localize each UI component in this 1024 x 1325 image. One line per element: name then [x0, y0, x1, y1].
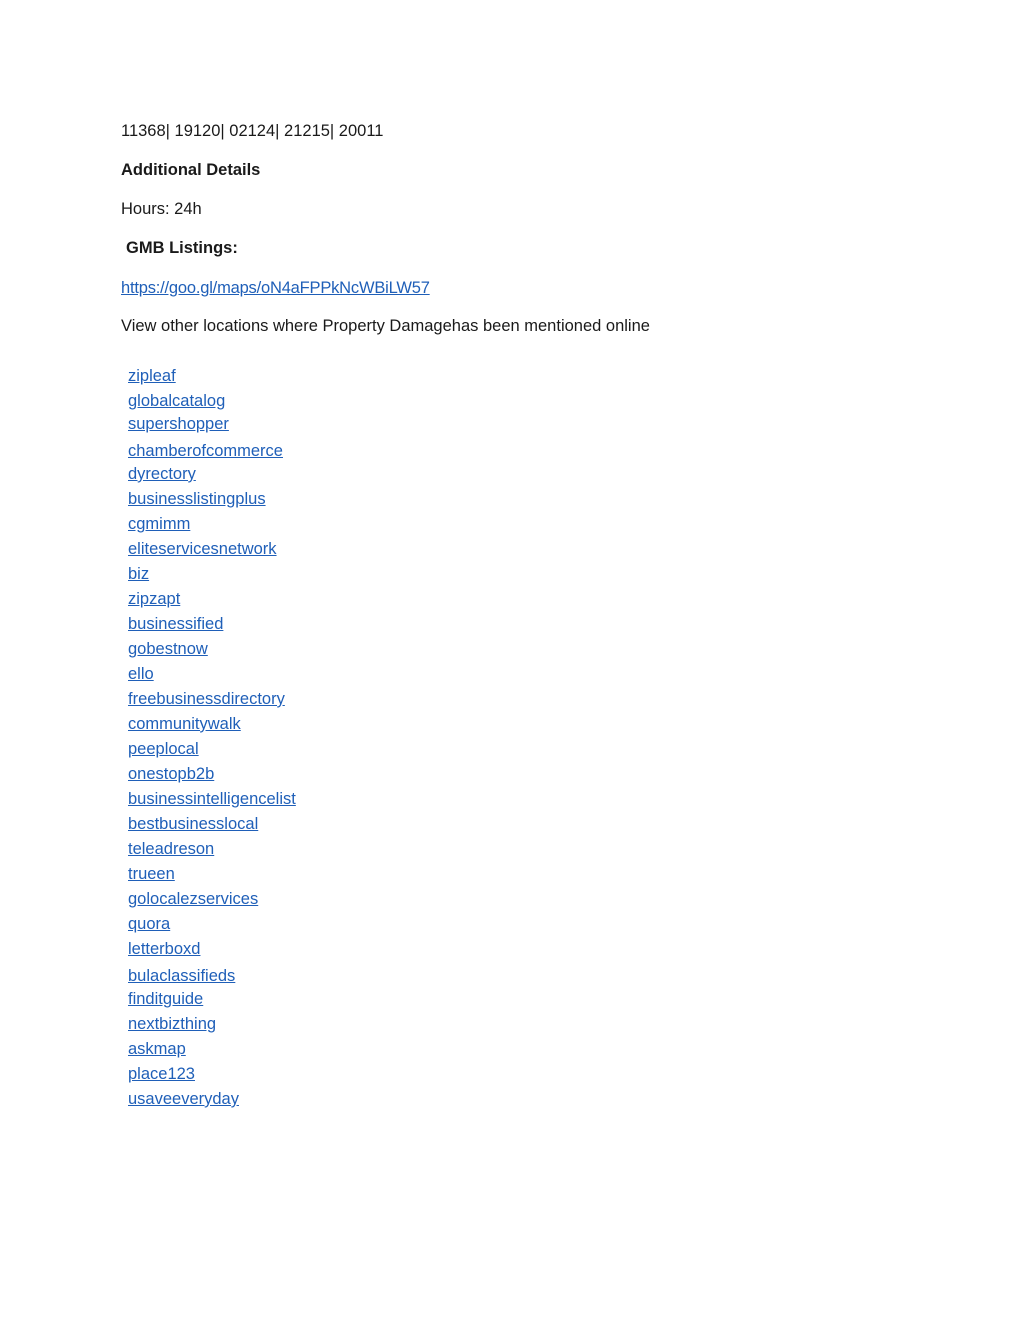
list-item: [128, 1064, 296, 1089]
location-link[interactable]: ello: [128, 665, 154, 683]
list-item: [128, 889, 296, 914]
list-item: [128, 514, 296, 539]
location-link[interactable]: askmap: [128, 1040, 186, 1058]
list-item: [128, 539, 296, 564]
location-link[interactable]: golocalezservices: [128, 890, 259, 908]
location-link[interactable]: communitywalk: [128, 715, 241, 733]
location-link[interactable]: businesslistingplus: [128, 490, 266, 508]
location-link[interactable]: eliteservicesnetwork: [128, 540, 277, 558]
list-item: [128, 391, 296, 414]
location-link[interactable]: globalcatalog: [128, 392, 226, 410]
list-item: [128, 464, 296, 489]
location-link[interactable]: letterboxd: [128, 940, 201, 958]
list-item: [128, 639, 296, 664]
location-link[interactable]: place123: [128, 1065, 195, 1083]
additional-details-heading: Additional Details: [121, 161, 261, 179]
location-link[interactable]: zipzapt: [128, 590, 181, 608]
list-item: [128, 939, 296, 966]
list-item: [128, 714, 296, 739]
gmb-listings-heading: GMB Listings:: [126, 239, 238, 257]
list-item: [128, 966, 296, 989]
location-link[interactable]: bulaclassifieds: [128, 967, 236, 985]
location-link[interactable]: biz: [128, 565, 150, 583]
list-item: [128, 414, 296, 441]
list-item: [128, 589, 296, 614]
list-item: [128, 689, 296, 714]
list-item: [128, 764, 296, 789]
list-item: [128, 839, 296, 864]
location-link[interactable]: gobestnow: [128, 640, 208, 658]
location-link[interactable]: freebusinessdirectory: [128, 690, 285, 708]
location-link[interactable]: businessintelligencelist: [128, 790, 296, 808]
location-link[interactable]: zipleaf: [128, 367, 176, 385]
gmb-map-link[interactable]: https://goo.gl/maps/oN4aFPPkNcWBiLW57: [121, 279, 430, 297]
view-other-locations-text: View other locations where Property Damagehas been mentioned online: [121, 317, 650, 335]
list-item: [128, 614, 296, 639]
list-item: [128, 739, 296, 764]
location-link-list: [128, 366, 296, 1114]
list-item: [128, 814, 296, 839]
list-item: [128, 1039, 296, 1064]
list-item: [128, 989, 296, 1014]
list-item: [128, 789, 296, 814]
list-item: [128, 366, 296, 391]
location-link[interactable]: usaveeveryday: [128, 1090, 239, 1108]
location-link[interactable]: peeplocal: [128, 740, 199, 758]
location-link[interactable]: nextbizthing: [128, 1015, 217, 1033]
list-item: [128, 441, 296, 464]
location-link[interactable]: finditguide: [128, 990, 204, 1008]
location-link[interactable]: dyrectory: [128, 465, 196, 483]
list-item: [128, 914, 296, 939]
location-link[interactable]: quora: [128, 915, 171, 933]
location-link[interactable]: supershopper: [128, 415, 229, 433]
list-item: [128, 1089, 296, 1114]
list-item: [128, 1014, 296, 1039]
location-link[interactable]: bestbusinesslocal: [128, 815, 259, 833]
zip-codes: 11368| 19120| 02124| 21215| 20011: [121, 122, 384, 140]
location-link[interactable]: businessified: [128, 615, 224, 633]
list-item: [128, 489, 296, 514]
location-link[interactable]: teleadreson: [128, 840, 215, 858]
list-item: [128, 864, 296, 889]
location-link[interactable]: cgmimm: [128, 515, 191, 533]
location-link[interactable]: trueen: [128, 865, 175, 883]
list-item: [128, 564, 296, 589]
hours-text: Hours: 24h: [121, 200, 202, 218]
list-item: [128, 664, 296, 689]
location-link[interactable]: chamberofcommerce: [128, 442, 283, 460]
location-link[interactable]: onestopb2b: [128, 765, 215, 783]
